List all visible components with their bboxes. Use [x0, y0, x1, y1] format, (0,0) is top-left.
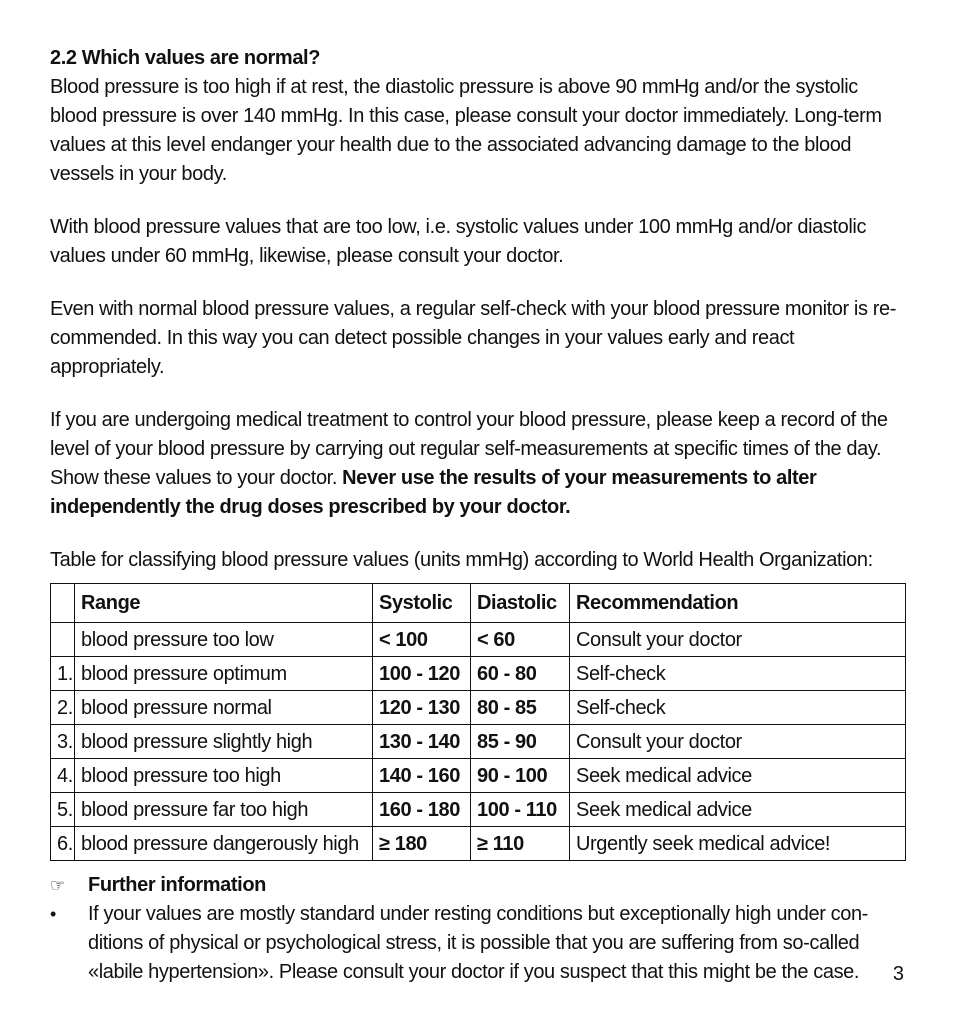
row-recommendation: Consult your doctor	[570, 623, 906, 657]
row-systolic: 120 - 130	[373, 691, 471, 725]
table-caption: Table for classifying blood pressure values (units mmHg) according to World Health Organization:	[50, 549, 873, 571]
classification-table	[50, 583, 906, 861]
row-range: blood pressure dangerously high	[75, 827, 373, 861]
row-diastolic: 60 - 80	[471, 657, 570, 691]
further-information-title: Further information	[88, 874, 266, 896]
section-heading: 2.2 Which values are normal?	[50, 47, 321, 69]
row-range: blood pressure far too high	[75, 793, 373, 827]
row-number: 5.	[51, 793, 75, 827]
row-diastolic: < 60	[471, 623, 570, 657]
bullet-marker: •	[50, 904, 56, 924]
row-diastolic: ≥ 110	[471, 827, 570, 861]
warning-text: Never use the results of your measurements to alter independently the drug doses prescribed by your doctor.	[50, 467, 817, 518]
row-range: blood pressure too low	[75, 623, 373, 657]
table-row	[51, 691, 906, 725]
header-systolic: Systolic	[373, 584, 471, 623]
row-recommendation: Self-check	[570, 657, 906, 691]
row-systolic: 140 - 160	[373, 759, 471, 793]
page-number: 3	[892, 963, 904, 985]
further-information-heading	[50, 871, 908, 900]
table-row	[51, 725, 906, 759]
paragraph-medical-treatment	[50, 406, 908, 522]
row-number: 3.	[51, 725, 75, 759]
row-recommendation: Seek medical advice	[570, 793, 906, 827]
paragraph-medical-treatment-text: If you are undergoing medical treatment to control your blood pressure, please keep a record of the level of your blood pressure by carrying out regular self-measurements at specific times of the day. Show these values to your doctor.	[50, 409, 888, 489]
pointing-hand-icon: ☞	[50, 876, 65, 895]
row-systolic: 100 - 120	[373, 657, 471, 691]
row-range: blood pressure slightly high	[75, 725, 373, 759]
row-number	[51, 623, 75, 657]
paragraph-too-high: Blood pressure is too high if at rest, the diastolic pressure is above 90 mmHg and/or the systolic blood pressure is over 140 mmHg. In this case, please consult your doctor immediately. Long-term values at this level endanger your health due to the associated advancing damage to the blood vessels in your body.	[50, 76, 882, 185]
list-item	[50, 900, 908, 987]
row-recommendation: Consult your doctor	[570, 725, 906, 759]
row-diastolic: 100 - 110	[471, 793, 570, 827]
row-number: 4.	[51, 759, 75, 793]
table-row	[51, 793, 906, 827]
header-range: Range	[75, 584, 373, 623]
paragraph-too-low: With blood pressure values that are too low, i.e. systolic values under 100 mmHg and/or diastolic values under 60 mmHg, likewise, please consult your doctor.	[50, 216, 867, 267]
row-diastolic: 85 - 90	[471, 725, 570, 759]
row-systolic: < 100	[373, 623, 471, 657]
table-header-row	[51, 584, 906, 623]
document-page	[50, 44, 908, 987]
row-number: 6.	[51, 827, 75, 861]
row-number: 1.	[51, 657, 75, 691]
row-number: 2.	[51, 691, 75, 725]
table-row	[51, 759, 906, 793]
header-recommendation: Recommendation	[570, 584, 906, 623]
header-diastolic: Diastolic	[471, 584, 570, 623]
row-diastolic: 80 - 85	[471, 691, 570, 725]
row-recommendation: Seek medical advice	[570, 759, 906, 793]
row-recommendation: Urgently seek medical advice!	[570, 827, 906, 861]
table-row	[51, 827, 906, 861]
paragraph-self-check: Even with normal blood pressure values, a regular self-check with your blood pressure monitor is re-commended. In this way you can detect possible changes in your values early and react appropriately.	[50, 298, 896, 378]
row-systolic: 160 - 180	[373, 793, 471, 827]
header-number	[51, 584, 75, 623]
table-row	[51, 623, 906, 657]
row-range: blood pressure too high	[75, 759, 373, 793]
bullet-text: If your values are mostly standard under resting conditions but exceptionally high under con-ditions of physical or psychological stress, it is possible that you are suffering from so-called «labile hypertension». Please consult your doctor if you suspect that this might be the case.	[88, 903, 868, 983]
table-row	[51, 657, 906, 691]
row-range: blood pressure optimum	[75, 657, 373, 691]
row-range: blood pressure normal	[75, 691, 373, 725]
row-systolic: ≥ 180	[373, 827, 471, 861]
row-systolic: 130 - 140	[373, 725, 471, 759]
row-diastolic: 90 - 100	[471, 759, 570, 793]
row-recommendation: Self-check	[570, 691, 906, 725]
